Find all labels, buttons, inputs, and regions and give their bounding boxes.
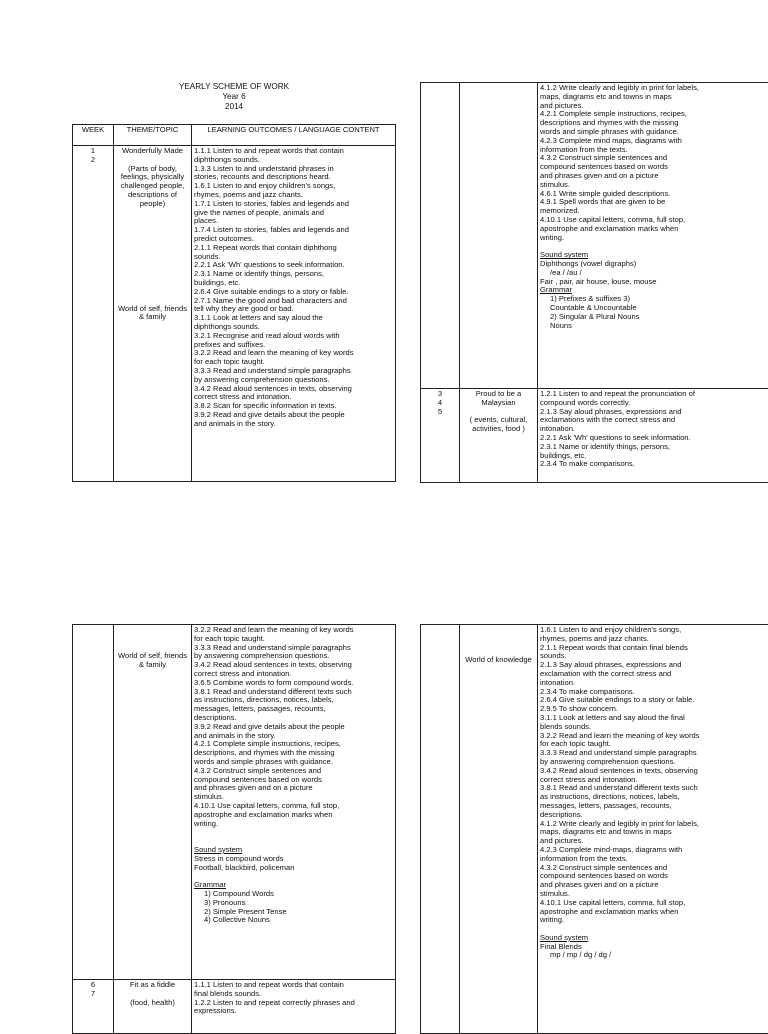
outcome-line: 3.4.2 Read aloud sentences in texts, observing	[540, 767, 766, 776]
outcome-line: 2.1.1 Repeat words that contain final blends	[540, 644, 766, 653]
outcome-line: memorized.	[540, 207, 766, 216]
outcome-line: 2.6.4 Give suitable endings to a story or fable.	[540, 696, 766, 705]
theme-cell	[460, 625, 538, 1034]
outcome-line: 2.3.4 To make comparisons.	[540, 688, 766, 697]
document-year: Year 6	[72, 92, 396, 102]
outcome-line: diphthongs sounds.	[194, 323, 393, 332]
outcome-line: 1) Compound Words	[204, 890, 393, 899]
week-cell	[73, 625, 114, 980]
outcome-line: rhymes, poems and jazz chants.	[194, 191, 393, 200]
outcome-line: 2) Simple Present Tense	[204, 908, 393, 917]
outcome-line: correct stress and intonation.	[540, 776, 766, 785]
outcome-line: descriptions.	[540, 811, 766, 820]
outcome-line: buildings, etc.	[194, 279, 393, 288]
outcome-line: 2.9.5 To show concern.	[540, 705, 766, 714]
outcome-line: and pictures.	[540, 102, 766, 111]
outcome-line: 3.8.1 Read and understand different texts such	[194, 688, 393, 697]
outcome-line: apostrophe and exclamation marks when	[194, 811, 393, 820]
scheme-table-page-2	[420, 82, 768, 483]
learning-outcomes-cell: 3.2.2 Read and learn the meaning of key words for each topic taught. 3.3.3 Read and understand simple paragraphs by answering comprehension questions. 3.4.2 Read aloud sentences in texts, observing correct stress and intonation. 3.6.5 Combine words to form compound words. 3.8.1 Read and understand different texts such as instructions, directions, notices, labels, messages, letters, passages, recounts, descriptions. 3.9.2 Read and give details about the people and animals in the story. 4.2.1 Complete simple instructions, recipes, descriptions, and rhymes with the missing words and simple phrases with guidance. 4.3.2 Construct simple sentences and compound sentences based on words and phrases given and on a picture stimulus. 4.10.1 Use capital letters, comma, full stop, apostrophe and exclamation marks when writing. Sound system Stress in compound words Football, blackbird, policeman Grammar 1) Compound Words 3) Pronouns 2) Simple Present Tense 4) Collective Nouns	[192, 625, 396, 980]
theme-title: Proud to be a Malaysian	[462, 390, 535, 408]
learning-outcomes-cell	[538, 389, 768, 483]
outcome-line: 3.6.5 Combine words to form compound words.	[194, 679, 393, 688]
theme-cell	[460, 389, 538, 483]
scheme-table-page-4	[420, 624, 768, 1034]
outcome-line: for each topic taught.	[540, 740, 766, 749]
outcome-line: diphthongs sounds.	[194, 156, 393, 165]
outcome-line: 4.3.2 Construct simple sentences and	[540, 864, 766, 873]
theme-cell	[460, 83, 538, 389]
outcome-line: 2.3.4 To make comparisons.	[540, 460, 766, 469]
week-cell: 3 4 5	[421, 389, 460, 483]
outcome-line: 2) Singular & Plural Nouns	[550, 313, 766, 322]
outcome-line: intonation.	[540, 679, 766, 688]
scheme-table	[420, 82, 768, 483]
outcome-line: by answering comprehension questions.	[194, 376, 393, 385]
outcome-line: 3.3.3 Read and understand simple paragraphs	[540, 749, 766, 758]
scheme-table	[420, 624, 768, 1034]
outcome-line: 3.2.2 Read and learn the meaning of key words	[194, 349, 393, 358]
theme-title: Fit as a fiddle	[116, 981, 189, 990]
document-date: 2014	[72, 102, 396, 112]
outcome-line: rhymes, poems and jazz chants.	[540, 635, 766, 644]
sound-system-heading: Sound system	[540, 934, 766, 943]
outcome-line: apostrophe and exclamation marks when	[540, 908, 766, 917]
outcome-line: exclamation with the correct stress and	[540, 670, 766, 679]
outcome-line: prefixes and suffixes.	[194, 341, 393, 350]
outcome-line: 4.10.1 Use capital letters, comma, full stop,	[540, 216, 766, 225]
outcome-line: and pictures.	[540, 837, 766, 846]
week-cell	[421, 83, 460, 389]
scheme-table-page-1	[72, 124, 396, 482]
outcome-line: 2.2.1 Ask 'Wh' questions to seek information.	[194, 261, 393, 270]
outcome-line: final blends sounds.	[194, 990, 393, 999]
outcome-line: 2.1.1 Repeat words that contain diphthong	[194, 244, 393, 253]
outcome-line: stories, recounts and descriptions heard.	[194, 173, 393, 182]
outcome-line: stimulus.	[540, 181, 766, 190]
outcome-line: messages, letters, passages, recounts,	[194, 705, 393, 714]
outcome-line: 1.6.1 Listen to and enjoy children's songs,	[540, 626, 766, 635]
outcome-line: and phrases given and on a picture	[194, 784, 393, 793]
outcome-line: 4) Collective Nouns	[204, 916, 393, 925]
scheme-table	[72, 124, 396, 482]
outcome-line: writing.	[194, 820, 393, 829]
outcome-line: 3.9.2 Read and give details about the people	[194, 723, 393, 732]
outcome-line: 1.1.1 Listen to and repeat words that contain	[194, 147, 393, 156]
outcome-line: maps, diagrams etc and towns in maps	[540, 828, 766, 837]
outcome-line: 2.6.4 Give suitable endings to a story or fable.	[194, 288, 393, 297]
outcome-line: information from the texts.	[540, 146, 766, 155]
outcome-line: 2.2.1 Ask 'Wh' questions to seek information.	[540, 434, 766, 443]
week-cell	[421, 625, 460, 1034]
outcome-line: information from the texts.	[540, 855, 766, 864]
outcome-line: correct stress and intonation.	[194, 393, 393, 402]
outcome-line: 4.3.2 Construct simple sentences and	[194, 767, 393, 776]
week-cell: 6 7	[73, 980, 114, 1034]
outcome-line: 4.9.1 Spell words that are given to be	[540, 198, 766, 207]
outcome-line: 1.3.3 Listen to and understand phrases in	[194, 165, 393, 174]
outcome-line: descriptions and rhymes with the missing	[540, 119, 766, 128]
theme-title: World of self, friends & family	[116, 652, 189, 670]
learning-outcomes-cell: 4.1.2 Write clearly and legibly in print for labels, maps, diagrams etc and towns in maps and pictures. 4.2.1 Complete simple instructions, recipes, descriptions and rhymes with the missing words and simple phrases with guidance. 4.2.3 Complete mind maps, diagrams with information from the texts. 4.3.2 Construct simple sentences and compound sentences based on words and phrases given and on a picture stimulus. 4.6.1 Write simple guided descriptions. 4.9.1 Spell words that are given to be memorized. 4.10.1 Use capital letters, comma, full stop, apostrophe and exclamation marks when writing. Sound system Diphthongs (vowel digraphs) /ea / /au / Fair , pair, air house, louse, mouse Grammar 1) Prefixes & suffixes 3) Countable & Uncountable 2) Singular & Plural Nouns Nouns	[538, 83, 768, 389]
outcome-line: 3.1.1 Look at letters and say aloud the	[194, 314, 393, 323]
sound-system-heading: Sound system	[540, 251, 766, 260]
grammar-heading: Grammar	[194, 881, 393, 890]
outcome-line: buildings, etc.	[540, 452, 766, 461]
learning-outcomes-cell: 1.6.1 Listen to and enjoy children's songs, rhymes, poems and jazz chants. 2.1.1 Repeat words that contain final blends sounds. 2.1.3 Say aloud phrases, expressions and exclamation with the correct stress and intonation. 2.3.4 To make comparisons. 2.6.4 Give suitable endings to a story or fable. 2.9.5 To show concern. 3.1.1 Look at letters and say aloud the final blends sounds. 3.2.2 Read and learn the meaning of key words for each topic taught. 3.3.3 Read and understand simple paragraphs by answering comprehension questions. 3.4.2 Read aloud sentences in texts, observing correct stress and intonation. 3.8.1 Read and understand different texts such as instructions, directions, notices, labels, messages, letters, passages, recounts, descriptions. 4.1.2 Write clearly and legibly in print for labels, maps, diagrams etc and towns in maps and pictures. 4.2.3 Complete mind-maps, diagrams with information from the texts. 4.3.2 Construct simple sentences and compound sentences based on words and phrases given and on a picture stimulus. 4.10.1 Use capital letters, comma, full stop, apostrophe and exclamation marks when writing. Sound system Final Blends mp / mp / dg / dg /	[538, 625, 768, 1034]
outcome-line: 1.2.2 Listen to and repeat correctly phrases and	[194, 999, 393, 1008]
outcome-line: 4.10.1 Use capital letters, comma, full stop,	[540, 899, 766, 908]
outcome-line: 3.9.2 Read and give details about the people	[194, 411, 393, 420]
outcome-line: 1.7.1 Listen to stories, fables and legends and	[194, 200, 393, 209]
outcome-line: for each topic taught.	[194, 358, 393, 367]
outcome-line: 3.3.3 Read and understand simple paragraphs	[194, 644, 393, 653]
outcome-line: words and simple phrases with guidance.	[194, 758, 393, 767]
learning-outcomes-cell	[192, 146, 396, 482]
outcome-line: messages, letters, passages, recounts,	[540, 802, 766, 811]
outcome-line: by answering comprehension questions.	[540, 758, 766, 767]
outcome-line: 3.2.2 Read and learn the meaning of key words	[194, 626, 393, 635]
outcome-line: 1.2.1 Listen to and repeat the pronunciation of	[540, 390, 766, 399]
grammar-heading: Grammar	[540, 286, 766, 295]
theme-subtitle: (Parts of body, feelings, physically challenged people, descriptions of people)	[116, 165, 189, 209]
outcome-line: compound sentences based on words	[540, 163, 766, 172]
outcome-line: stimulus.	[194, 793, 393, 802]
outcome-line: sounds.	[194, 253, 393, 262]
outcome-line: 3.2.2 Read and learn the meaning of key words	[540, 732, 766, 741]
outcome-line: 4.2.3 Complete mind maps, diagrams with	[540, 137, 766, 146]
theme-title: World of knowledge	[462, 656, 535, 665]
document-header	[72, 82, 396, 112]
outcome-line: 3.3.3 Read and understand simple paragraphs	[194, 367, 393, 376]
outcome-line: for each topic taught.	[194, 635, 393, 644]
outcome-line: 4.6.1 Write simple guided descriptions.	[540, 190, 766, 199]
outcome-line: 4.2.1 Complete simple instructions, recipes,	[540, 110, 766, 119]
outcome-line: exclamations with the correct stress and	[540, 416, 766, 425]
scheme-table	[72, 624, 396, 1034]
outcome-line: descriptions.	[194, 714, 393, 723]
outcome-line: 3.8.1 Read and understand different texts such	[540, 784, 766, 793]
outcome-line: 2.3.1 Name or identify things, persons,	[194, 270, 393, 279]
outcome-line: expressions.	[194, 1007, 393, 1016]
outcome-line: 2.1.3 Say aloud phrases, expressions and	[540, 661, 766, 670]
theme-cell	[114, 625, 192, 980]
outcome-line: and phrases given and on a picture	[540, 172, 766, 181]
outcome-line: by answering comprehension questions.	[194, 652, 393, 661]
outcome-line: 3.2.1 Recognise and read aloud words with	[194, 332, 393, 341]
outcome-line: as instructions, directions, notices, labels,	[194, 696, 393, 705]
outcome-line: 1.1.1 Listen to and repeat words that contain	[194, 981, 393, 990]
outcome-line: sounds.	[540, 652, 766, 661]
outcome-line: 1) Prefixes & suffixes 3)	[550, 295, 766, 304]
theme-title: Wonderfully Made	[116, 147, 189, 156]
outcome-line: predict outcomes.	[194, 235, 393, 244]
outcome-line: apostrophe and exclamation marks when	[540, 225, 766, 234]
outcome-line: and animals in the story.	[194, 420, 393, 429]
outcome-line: tell why they are good or bad.	[194, 305, 393, 314]
scheme-table-page-3	[72, 624, 396, 1034]
outcome-line: and animals in the story.	[194, 732, 393, 741]
outcome-line: writing.	[540, 234, 766, 243]
outcome-line: 4.3.2 Construct simple sentences and	[540, 154, 766, 163]
outcome-line: as instructions, directions, notices, labels,	[540, 793, 766, 802]
outcome-line: stimulus.	[540, 890, 766, 899]
outcome-line: words and simple phrases with guidance.	[540, 128, 766, 137]
outcome-line: 2.7.1 Name the good and bad characters and	[194, 297, 393, 306]
outcome-line: Nouns	[550, 322, 766, 331]
outcome-line: 3.8.2 Scan for specific information in texts.	[194, 402, 393, 411]
outcome-line: writing.	[540, 916, 766, 925]
outcome-line: 4.1.2 Write clearly and legibly in print for labels,	[540, 84, 766, 93]
outcome-line: 2.1.3 Say aloud phrases, expressions and	[540, 408, 766, 417]
outcome-line: compound words correctly.	[540, 399, 766, 408]
outcome-line: places.	[194, 217, 393, 226]
week-cell: 1 2	[73, 146, 114, 482]
learning-outcomes-cell	[192, 980, 396, 1034]
outcome-line: compound sentences based on words	[540, 872, 766, 881]
sound-system-heading: Sound system	[194, 846, 393, 855]
outcome-line: compound sentences based on words	[194, 776, 393, 785]
outcome-line: and phrases given and on a picture	[540, 881, 766, 890]
document-title: YEARLY SCHEME OF WORK	[72, 82, 396, 92]
theme-subtitle: ( events, cultural, activities, food )	[462, 416, 535, 434]
outcome-line: 1.6.1 Listen to and enjoy children's songs,	[194, 182, 393, 191]
column-header-theme: THEME/TOPIC	[114, 125, 192, 146]
outcome-line: 4.2.3 Complete mind-maps, diagrams with	[540, 846, 766, 855]
outcome-line: give the names of people, animals and	[194, 209, 393, 218]
column-header-week: WEEK	[73, 125, 114, 146]
outcome-line: 3.4.2 Read aloud sentences in texts, observing	[194, 661, 393, 670]
outcome-line: 3.4.2 Read aloud sentences in texts, observing	[194, 385, 393, 394]
outcome-line: blends sounds.	[540, 723, 766, 732]
theme-title: World of self, friends & family	[116, 305, 189, 323]
outcome-line: 2.3.1 Name or identify things, persons,	[540, 443, 766, 452]
theme-subtitle: (food, health)	[116, 999, 189, 1008]
theme-cell	[114, 980, 192, 1034]
outcome-line: maps, diagrams etc and towns in maps	[540, 93, 766, 102]
column-header-outcomes: LEARNING OUTCOMES / LANGUAGE CONTENT	[192, 125, 396, 146]
outcome-line: 4.10.1 Use capital letters, comma, full stop,	[194, 802, 393, 811]
outcome-line: descriptions, and rhymes with the missing	[194, 749, 393, 758]
outcome-line: 4.1.2 Write clearly and legibly in print for labels,	[540, 820, 766, 829]
outcome-line: 4.2.1 Complete simple instructions, recipes,	[194, 740, 393, 749]
outcome-line: 3.1.1 Look at letters and say aloud the final	[540, 714, 766, 723]
outcome-line: Countable & Uncountable	[550, 304, 766, 313]
outcome-line: intonation.	[540, 425, 766, 434]
outcome-line: correct stress and intonation.	[194, 670, 393, 679]
theme-cell	[114, 146, 192, 482]
outcome-line: 1.7.4 Listen to stories, fables and legends and	[194, 226, 393, 235]
outcome-line: 3) Pronouns	[204, 899, 393, 908]
